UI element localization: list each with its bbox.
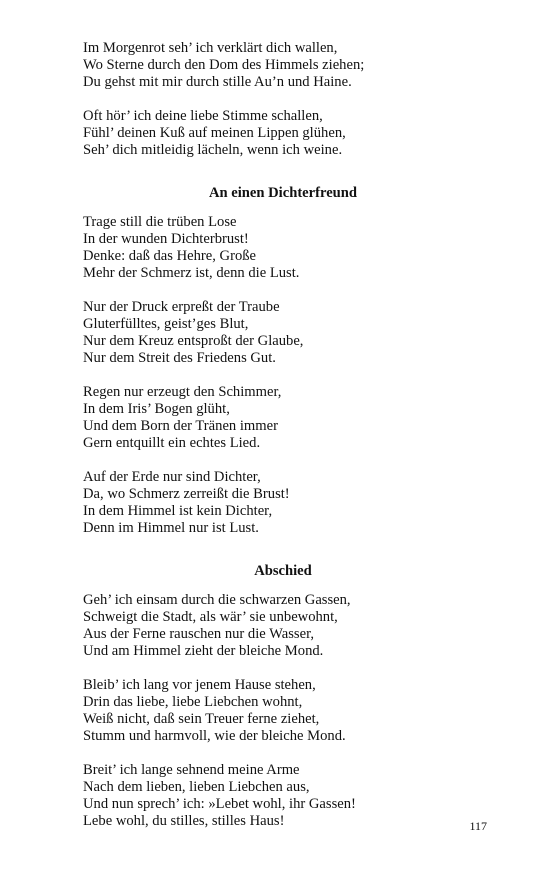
verse-line: Nur dem Kreuz entsproßt der Glaube, (83, 333, 304, 349)
verse-line: Fühl’ deinen Kuß auf meinen Lippen glühen, (83, 125, 346, 141)
verse-line: In der wunden Dichterbrust! (83, 231, 249, 247)
verse-line: Nur der Druck erpreßt der Traube (83, 299, 280, 315)
verse-line: Nur dem Streit des Friedens Gut. (83, 350, 276, 366)
verse-line: Wo Sterne durch den Dom des Himmels ziehen; (83, 57, 365, 73)
verse-line: Gluterfülltes, geist’ges Blut, (83, 316, 249, 332)
stanza (83, 762, 483, 830)
verse-line: Weiß nicht, daß sein Treuer ferne ziehet, (83, 711, 320, 727)
verse-line: Da, wo Schmerz zerreißt die Brust! (83, 486, 290, 502)
verse-line: Nach dem lieben, lieben Liebchen aus, (83, 779, 310, 795)
verse-line: Trage still die trüben Lose (83, 214, 237, 230)
verse-line: Auf der Erde nur sind Dichter, (83, 469, 261, 485)
section-gap (83, 554, 483, 563)
stanza (83, 108, 483, 159)
poem-section (83, 554, 483, 830)
verse-line: Denn im Himmel nur ist Lust. (83, 520, 259, 536)
verse-line: Breit’ ich lange sehnend meine Arme (83, 762, 300, 778)
book-page (83, 40, 483, 847)
stanza (83, 677, 483, 745)
verse-line: Regen nur erzeugt den Schimmer, (83, 384, 282, 400)
verse-line: Seh’ dich mitleidig lächeln, wenn ich weine. (83, 142, 343, 158)
verse-line: Und dem Born der Tränen immer (83, 418, 278, 434)
poem-section (83, 176, 483, 537)
page-number: 117 (469, 819, 487, 833)
verse-line: Und nun sprech’ ich: »Lebet wohl, ihr Gassen! (83, 796, 356, 812)
stanza (83, 592, 483, 660)
verse-line: In dem Iris’ Bogen glüht, (83, 401, 230, 417)
stanza (83, 469, 483, 537)
verse-line: Im Morgenrot seh’ ich verklärt dich wallen, (83, 40, 338, 56)
verse-line: Schweigt die Stadt, als wär’ sie unbewohnt, (83, 609, 338, 625)
stanza (83, 40, 483, 91)
verse-line: Mehr der Schmerz ist, denn die Lust. (83, 265, 300, 281)
verse-line: Geh’ ich einsam durch die schwarzen Gassen, (83, 592, 351, 608)
section-gap (83, 176, 483, 185)
verse-line: Du gehst mit mir durch stille Au’n und Haine. (83, 74, 352, 90)
verse-line: Bleib’ ich lang vor jenem Hause stehen, (83, 677, 316, 693)
poem-section (83, 40, 483, 159)
poem-title: An einen Dichterfreund (208, 185, 358, 201)
stanza (83, 214, 483, 282)
poem-title: Abschied (254, 563, 312, 579)
verse-line: Gern entquillt ein echtes Lied. (83, 435, 261, 451)
stanza (83, 384, 483, 452)
verse-line: Und am Himmel zieht der bleiche Mond. (83, 643, 324, 659)
verse-line: Denke: daß das Hehre, Große (83, 248, 257, 264)
verse-line: In dem Himmel ist kein Dichter, (83, 503, 273, 519)
verse-line: Aus der Ferne rauschen nur die Wasser, (83, 626, 314, 642)
verse-line: Drin das liebe, liebe Liebchen wohnt, (83, 694, 303, 710)
stanza (83, 299, 483, 367)
verse-line: Oft hör’ ich deine liebe Stimme schallen, (83, 108, 323, 124)
verse-line: Lebe wohl, du stilles, stilles Haus! (83, 813, 285, 829)
verse-line: Stumm und harmvoll, wie der bleiche Mond. (83, 728, 346, 744)
